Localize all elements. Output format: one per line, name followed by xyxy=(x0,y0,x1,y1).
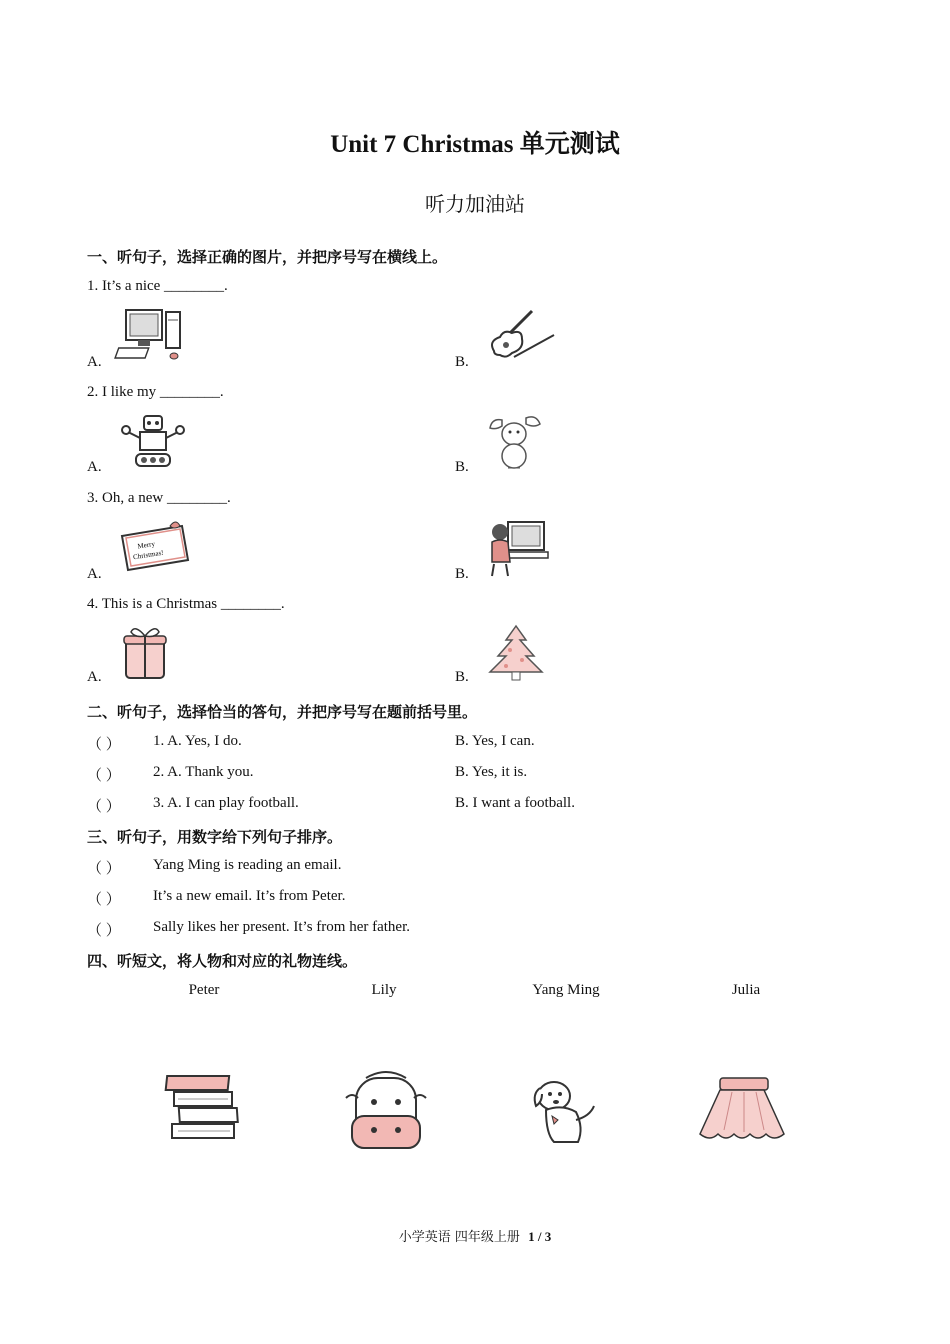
skirt-icon xyxy=(694,1068,794,1158)
option-a-text: 3. A. I can play football. xyxy=(153,795,299,811)
person-lily: Lily xyxy=(371,982,397,998)
option-a-label: A. xyxy=(87,354,102,370)
option-a-label: A. xyxy=(87,566,102,582)
christmas-card-icon xyxy=(118,518,190,580)
section1-heading: 一、听句子，选择正确的图片，并把序号写在横线上。 xyxy=(87,248,448,266)
option-a-label: A. xyxy=(87,459,102,475)
answer-parentheses[interactable]: （ ） xyxy=(87,737,121,753)
order-parentheses[interactable]: （ ） xyxy=(87,923,121,939)
svg-text:Christmas!: Christmas! xyxy=(132,548,165,562)
option-a-text: 2. A. Thank you. xyxy=(153,764,254,780)
order-parentheses[interactable]: （ ） xyxy=(87,861,121,877)
option-a-label: A. xyxy=(87,669,102,685)
question-3: 3. Oh, a new ________. xyxy=(87,490,231,506)
christmas-tree-icon xyxy=(482,622,554,684)
page-number: 1 / 3 xyxy=(528,1229,552,1244)
section3-heading: 三、听句子，用数字给下列句子排序。 xyxy=(87,828,343,846)
question-1: 1. It’s a nice ________. xyxy=(87,278,228,294)
answer-parentheses[interactable]: （ ） xyxy=(87,768,121,784)
order-parentheses[interactable]: （ ） xyxy=(87,892,121,908)
robot-icon xyxy=(118,412,190,474)
person-yang-ming: Yang Ming xyxy=(532,982,600,998)
sentence: It’s a new email. It’s from Peter. xyxy=(153,888,346,904)
section2-heading: 二、听句子，选择恰当的答句，并把序号写在题前括号里。 xyxy=(87,703,478,721)
option-b-text: B. I want a football. xyxy=(455,795,575,811)
option-a-text: 1. A. Yes, I do. xyxy=(153,733,242,749)
gift-box-icon xyxy=(112,622,184,684)
dog-icon xyxy=(516,1068,616,1158)
svg-text:Merry: Merry xyxy=(136,539,156,551)
footer-text: 小学英语 四年级上册 xyxy=(398,1230,520,1245)
toy-dog-icon xyxy=(480,412,552,474)
option-b-label: B. xyxy=(455,566,469,582)
answer-parentheses[interactable]: （ ） xyxy=(87,799,121,815)
schoolbag-icon xyxy=(336,1068,436,1158)
person-julia: Julia xyxy=(731,982,761,998)
person-peter: Peter xyxy=(188,982,220,998)
page-footer xyxy=(0,1226,950,1245)
option-b-label: B. xyxy=(455,459,469,475)
page-title: Unit 7 Christmas 单元测试 xyxy=(330,131,620,158)
option-b-text: B. Yes, it is. xyxy=(455,764,528,780)
option-b-label: B. xyxy=(455,669,469,685)
question-2: 2. I like my ________. xyxy=(87,384,224,400)
books-icon xyxy=(154,1068,254,1158)
question-4: 4. This is a Christmas ________. xyxy=(87,596,285,612)
page-subtitle: 听力加油站 xyxy=(425,192,525,216)
sentence: Yang Ming is reading an email. xyxy=(153,857,342,873)
section4-heading: 四、听短文，将人物和对应的礼物连线。 xyxy=(87,952,358,970)
option-b-text: B. Yes, I can. xyxy=(455,733,535,749)
sentence: Sally likes her present. It’s from her father. xyxy=(153,919,411,935)
violin-icon xyxy=(486,305,558,367)
email-computer-icon xyxy=(484,518,556,580)
option-b-label: B. xyxy=(455,354,469,370)
computer-icon xyxy=(120,306,192,368)
